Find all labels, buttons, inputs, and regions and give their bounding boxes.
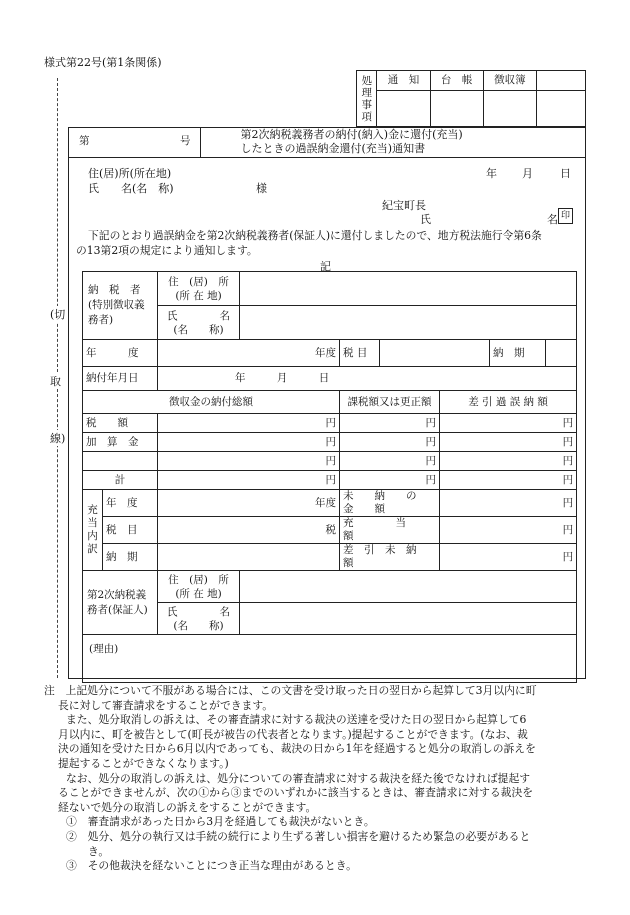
row-kasankin-sabiki[interactable] — [440, 433, 577, 452]
number-label-go: 号 — [180, 135, 191, 148]
noufu-year: 年 — [235, 372, 246, 384]
cut-line-label-2: 取 — [50, 375, 61, 388]
date-day: 日 — [560, 167, 571, 180]
document-title-line1: 第2次納税義務者の納付(納入)金に還付(充当) — [240, 127, 463, 141]
sabiki-minou-label: 差 引 未 納 額 — [340, 544, 440, 571]
noufu-month: 月 — [276, 372, 288, 384]
processing-cell-choshubo[interactable] — [483, 91, 536, 127]
detail-table — [82, 271, 577, 683]
processing-label: 処理事項 — [357, 71, 377, 127]
number-cell[interactable] — [68, 127, 200, 157]
yen-unit: 円 — [325, 435, 337, 448]
juto-nendo-unit: 年度 — [315, 496, 337, 509]
header-kazei: 課税額又は更正額 — [340, 391, 440, 414]
yen-unit: 円 — [325, 416, 337, 429]
nouki-cell — [490, 340, 577, 367]
addressee-name-label: 氏 名(名 称) — [88, 182, 174, 195]
second-address-label — [158, 571, 240, 603]
row-kei-kazei[interactable] — [340, 471, 440, 490]
taxpayer-address-field[interactable] — [240, 272, 577, 306]
juto-nouki-field[interactable] — [158, 544, 340, 571]
juto-nouki-label: 納 期 — [103, 544, 158, 571]
cut-line-label-1: (切 — [50, 308, 66, 321]
processing-header-choshubo: 徴収簿 — [483, 71, 536, 91]
note-p2-line2: 月以内に、町を被告として(町長が被告の代表者となります。)提起することができます。(なお、裁 — [58, 727, 528, 741]
note-p1-line1: 注 上記処分について不服がある場合には、この文書を受け取った日の翌日から起算して3月以内に町 — [44, 684, 537, 697]
seal-icon: 印 — [558, 208, 573, 224]
taxpayer-address-label — [158, 272, 240, 306]
issuer-office: 紀宝町長 — [382, 199, 426, 212]
number-label-dai: 第 — [79, 135, 90, 148]
note-item-2-line1: ② 処分、処分の執行又は手続の続行により生ずる著しい損害を避けるため緊急の必要があると — [66, 829, 531, 843]
note-p2-line3: 決の通知を受けた日から6月以内であっても、裁決の日から1年を経過すると処分の取消しの訴えを — [58, 742, 536, 756]
taxpayer-label: 納 税 者(特別徴収義務者) — [83, 272, 158, 340]
row-kei-label: 計 — [83, 471, 158, 490]
form-number: 様式第22号(第1条関係) — [44, 56, 162, 69]
processing-header-blank — [536, 71, 585, 91]
row-blank-total[interactable] — [158, 452, 340, 471]
nendo-label: 年 度 — [83, 340, 158, 367]
note-p2-line4: 提起することができなくなります。) — [58, 756, 229, 770]
sabiki-minou-field[interactable] — [440, 544, 577, 571]
ki-label: 記 — [320, 260, 331, 273]
juto-zei-unit: 税 — [325, 523, 337, 536]
note-p1-line2: 長に対して審査請求をすることができます。 — [58, 698, 274, 712]
juto-zeimoku-field[interactable] — [158, 517, 340, 544]
document-title — [200, 127, 586, 157]
yen-unit: 円 — [425, 473, 437, 486]
yen-unit: 円 — [425, 454, 437, 467]
juto-label: 充当内訳 — [83, 490, 103, 571]
taxpayer-name-label — [158, 306, 240, 340]
body-text-line2: の13第2項の規定により通知します。 — [76, 244, 258, 257]
taxpayer-name-label-2: (名 称) — [173, 323, 224, 336]
juto-amount-label: 充 当 額 — [340, 517, 440, 544]
reason-label: (理由) — [89, 643, 119, 655]
zeimoku-label: 税 目 — [340, 340, 380, 367]
date-year: 年 — [486, 167, 497, 180]
nouki-label: 納 期 — [490, 340, 546, 366]
taxpayer-name-field[interactable] — [240, 306, 577, 340]
second-address-label-1: 住 (居) 所 — [168, 573, 229, 586]
row-kasankin-label: 加 算 金 — [83, 433, 158, 452]
yen-unit: 円 — [562, 416, 574, 429]
yen-unit: 円 — [425, 416, 437, 429]
taxpayer-name-label-1: 氏 名 — [167, 309, 231, 322]
nendo-field[interactable] — [158, 340, 340, 367]
processing-header-daicho: 台 帳 — [430, 71, 483, 91]
yen-unit: 円 — [562, 523, 574, 536]
yen-unit: 円 — [562, 473, 574, 486]
note-p3-line1: なお、処分の取消しの訴えは、処分についての審査請求に対する裁決を経た後でなければ提起す — [66, 771, 531, 785]
yen-unit: 円 — [325, 473, 337, 486]
note-item-1: ① 審査請求があった日から3月を経過しても裁決がないとき。 — [66, 815, 375, 829]
row-zeigaku-label: 税 額 — [83, 414, 158, 433]
row-zeigaku-sabiki[interactable] — [440, 414, 577, 433]
second-name-label-2: (名 称) — [173, 619, 224, 632]
juto-nendo-label: 年 度 — [103, 490, 158, 517]
row-kei-total[interactable] — [158, 471, 340, 490]
header-sabiki: 差 引 過 誤 納 額 — [440, 391, 577, 414]
nendo-unit: 年度 — [315, 346, 337, 359]
yen-unit: 円 — [325, 454, 337, 467]
second-address-field[interactable] — [240, 571, 577, 603]
second-taxpayer-label: 第2次納税義務者(保証人) — [83, 571, 158, 635]
yen-unit: 円 — [562, 550, 574, 563]
note-item-3: ③ その他裁決を経ないことにつき正当な理由があるとき。 — [66, 859, 357, 873]
row-blank-sabiki[interactable] — [440, 452, 577, 471]
minou-label: 未 納 の 金 額 — [340, 490, 440, 517]
issuer-shi: 氏 — [420, 213, 431, 226]
processing-header-tsuchi: 通 知 — [377, 71, 430, 91]
processing-table — [356, 70, 586, 127]
processing-cell-tsuchi[interactable] — [377, 91, 430, 127]
noufu-date-label: 納付年月日 — [83, 367, 158, 391]
juto-zeimoku-label: 税 目 — [103, 517, 158, 544]
issuer-mei: 名 — [547, 213, 558, 226]
second-name-field[interactable] — [240, 603, 577, 635]
row-kei-sabiki[interactable] — [440, 471, 577, 490]
note-item-2-line2: き。 — [88, 844, 110, 858]
processing-cell-daicho[interactable] — [430, 91, 483, 127]
date-month: 月 — [522, 167, 533, 180]
second-address-label-2: (所 在 地) — [175, 587, 222, 600]
title-row — [68, 127, 586, 158]
header-total: 徴収金の納付総額 — [83, 391, 340, 414]
note-p2-line1: また、処分取消しの訴えは、その審査請求に対する裁決の送達を受けた日の翌日から起算して6 — [66, 713, 527, 727]
row-blank-kazei[interactable] — [340, 452, 440, 471]
row-zeigaku-kazei[interactable] — [340, 414, 440, 433]
processing-cell-blank[interactable] — [536, 91, 585, 127]
yen-unit: 円 — [562, 454, 574, 467]
reason-field[interactable] — [83, 635, 577, 683]
taxpayer-address-label-1: 住 (居) 所 — [168, 275, 229, 288]
row-blank-label[interactable] — [83, 452, 158, 471]
second-name-label-1: 氏 名 — [167, 605, 231, 618]
addressee-address-label: 住(居)所(所在地) — [88, 167, 172, 180]
noufu-day: 日 — [318, 372, 330, 384]
note-p3-line3: 経ないで処分の取消しの訴えをすることができます。 — [58, 800, 317, 814]
document-title-line2: したときの過誤納金還付(充当)通知書 — [240, 141, 426, 155]
noufu-date-field[interactable] — [158, 367, 577, 391]
addressee-sama: 様 — [256, 182, 267, 195]
yen-unit: 円 — [562, 496, 574, 509]
juto-nendo-field[interactable] — [158, 490, 340, 517]
row-zeigaku-total[interactable] — [158, 414, 340, 433]
notes — [44, 684, 594, 874]
minou-field[interactable] — [440, 490, 577, 517]
row-kasankin-kazei[interactable] — [340, 433, 440, 452]
zeimoku-field[interactable] — [380, 340, 490, 367]
body-text-line1: 下記のとおり過誤納金を第2次納税義務者(保証人)に還付しましたので、地方税法施行令第6条 — [88, 229, 542, 242]
cut-line-label-3: 線) — [50, 432, 66, 445]
juto-amount-field[interactable] — [440, 517, 577, 544]
note-p3-line2: ることができませんが、次の①から③までのいずれかに該当するときは、審査請求に対する裁決を — [58, 786, 534, 800]
second-name-label — [158, 603, 240, 635]
yen-unit: 円 — [425, 435, 437, 448]
row-kasankin-total[interactable] — [158, 433, 340, 452]
yen-unit: 円 — [562, 435, 574, 448]
nouki-field[interactable] — [546, 340, 576, 366]
taxpayer-address-label-2: (所 在 地) — [175, 289, 222, 302]
